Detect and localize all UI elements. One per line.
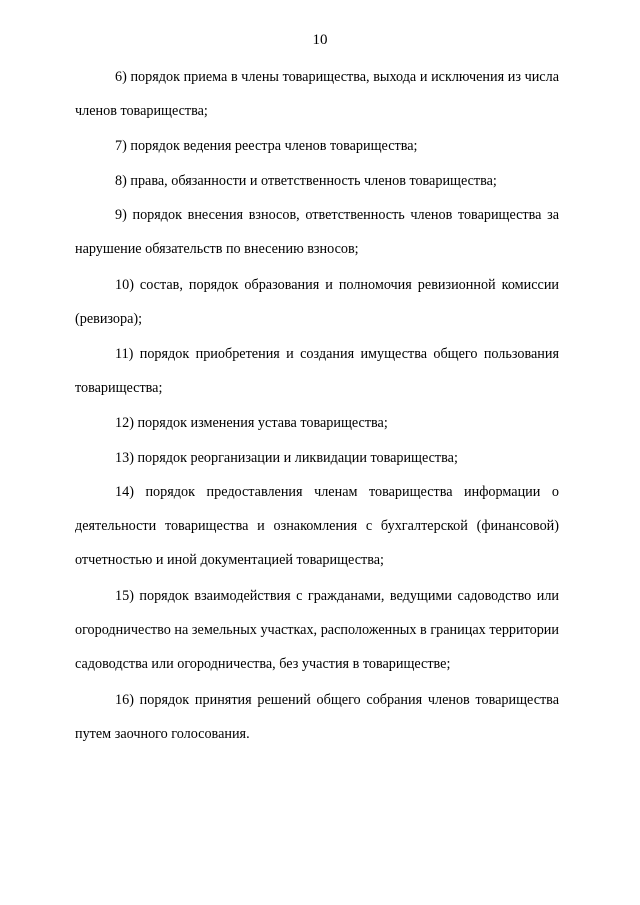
list-item-11: 11) порядок приобретения и создания имущества общего пользования товарищества;	[75, 346, 559, 396]
list-item-8: 8) права, обязанности и ответственность членов товарищества;	[115, 173, 497, 189]
list-item-10: 10) состав, порядок образования и полномочия ревизионной комиссии (ревизора);	[75, 277, 559, 327]
list-item-16: 16) порядок принятия решений общего собрания членов товарищества путем заочного голосования.	[75, 692, 559, 742]
list-item-14: 14) порядок предоставления членам товарищества информации о деятельности товарищества и ознакомления с бухгалтерской (финансовой) отчетностью и иной документацией товарищества;	[75, 484, 559, 568]
list-item-9: 9) порядок внесения взносов, ответственность членов товарищества за нарушение обязательств по внесению взносов;	[75, 207, 559, 257]
list-item-6: 6) порядок приема в члены товарищества, выхода и исключения из числа членов товарищества;	[75, 69, 559, 119]
list-item-12: 12) порядок изменения устава товарищества;	[115, 415, 388, 431]
list-item-13: 13) порядок реорганизации и ликвидации товарищества;	[115, 450, 458, 466]
page-number: 10	[312, 32, 328, 48]
list-item-7: 7) порядок ведения реестра членов товарищества;	[115, 138, 418, 154]
list-item-15: 15) порядок взаимодействия с гражданами, ведущими садоводство или огородничество на земельных участках, расположенных в границах территории садоводства или огородничества, без участия в товариществе;	[75, 588, 559, 672]
